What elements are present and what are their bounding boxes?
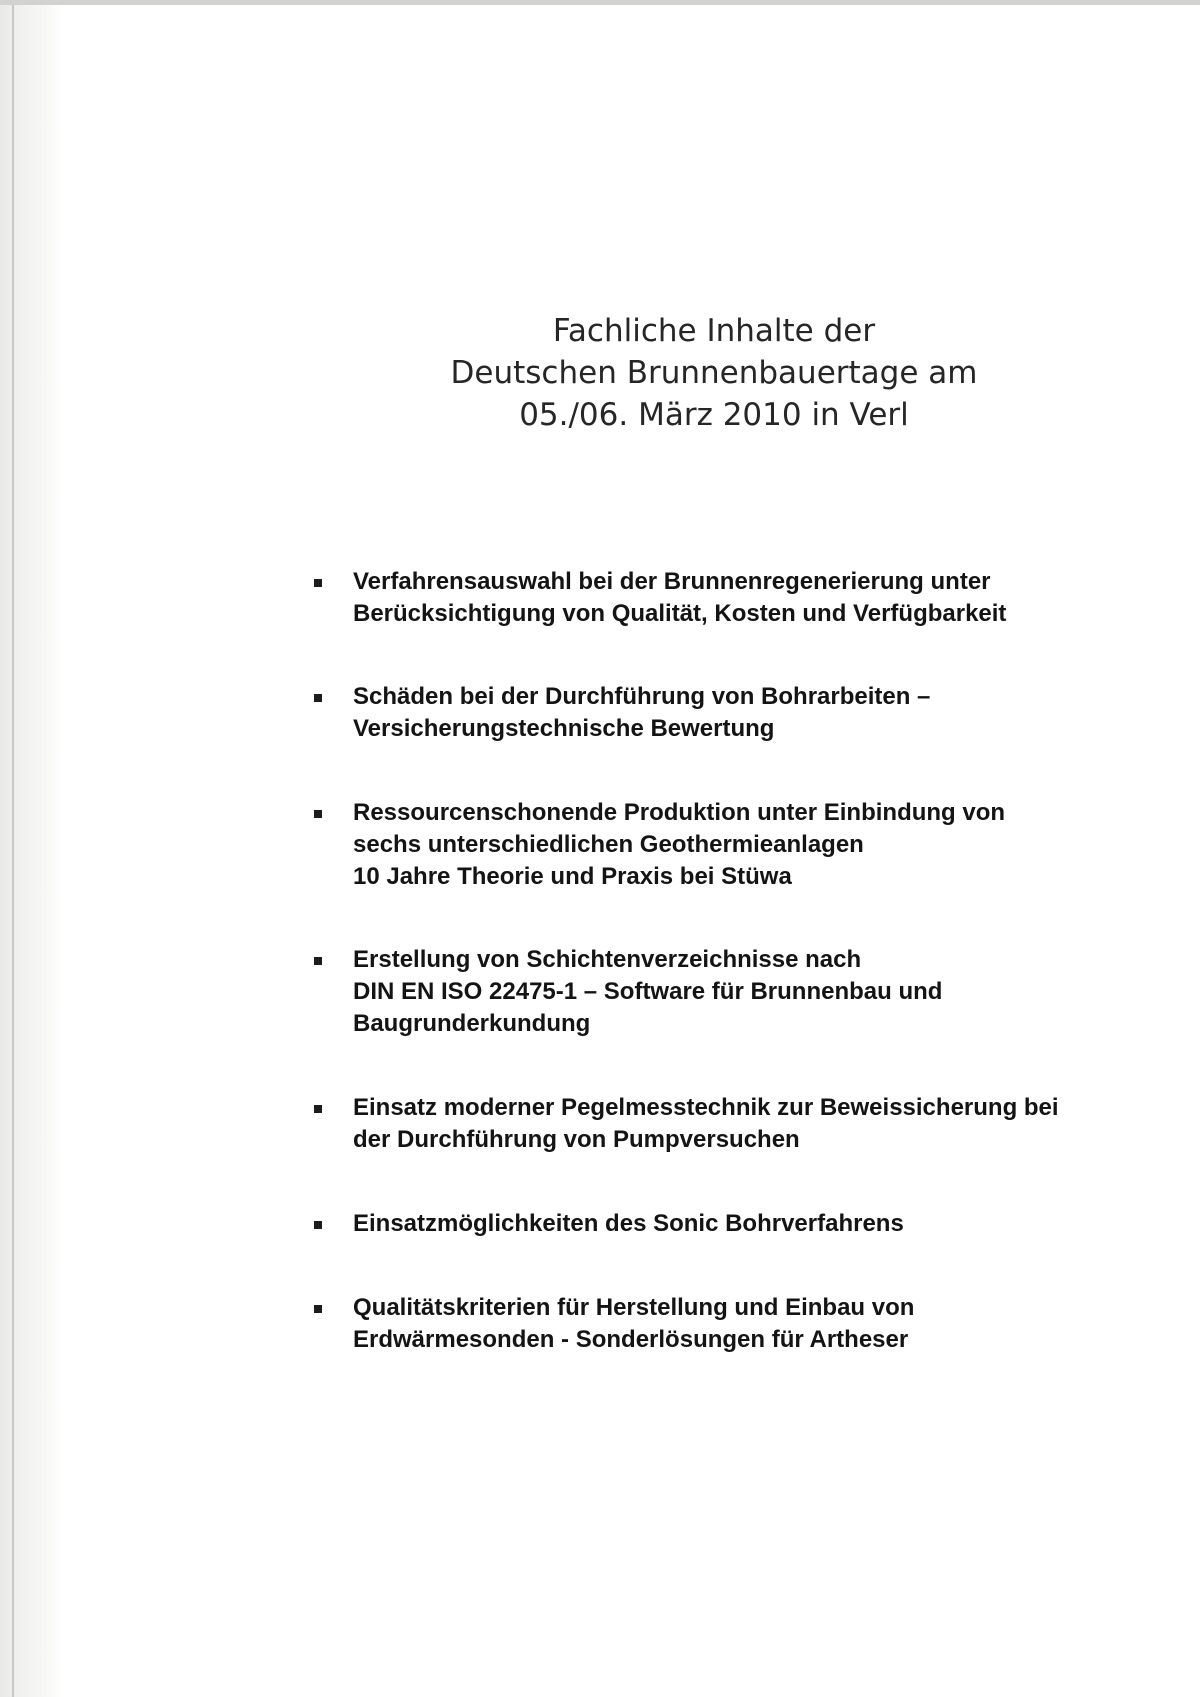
square-bullet-icon bbox=[314, 1221, 322, 1229]
title-line: Deutschen Brunnenbauertage am bbox=[450, 355, 978, 391]
square-bullet-icon bbox=[314, 694, 322, 702]
topic-line: sechs unterschiedlichen Geothermieanlagen bbox=[353, 831, 864, 858]
topic-line: Schäden bei der Durchführung von Bohrarbeiten – bbox=[353, 683, 931, 710]
topic-line: Berücksichtigung von Qualität, Kosten und Verfügbarkeit bbox=[353, 600, 1007, 627]
topic-line: Erstellung von Schichtenverzeichnisse nach bbox=[353, 946, 862, 973]
topic-text bbox=[353, 797, 1133, 893]
square-bullet-icon bbox=[314, 1305, 322, 1313]
topic-line: Qualitätskriterien für Herstellung und Einbau von bbox=[353, 1294, 915, 1321]
topic-text bbox=[353, 1092, 1133, 1156]
square-bullet-icon bbox=[314, 957, 322, 965]
title-line: Fachliche Inhalte der bbox=[552, 313, 876, 349]
topic-line: DIN EN ISO 22475-1 – Software für Brunnenbau und bbox=[353, 978, 943, 1005]
topic-line: Einsatz moderner Pegelmesstechnik zur Beweissicherung bei bbox=[353, 1094, 1059, 1121]
topic-line: Baugrunderkundung bbox=[353, 1010, 591, 1037]
topic-line: der Durchführung von Pumpversuchen bbox=[353, 1126, 800, 1153]
topic-line: Verfahrensauswahl bei der Brunnenregenerierung unter bbox=[353, 568, 991, 595]
square-bullet-icon bbox=[314, 579, 322, 587]
square-bullet-icon bbox=[314, 810, 322, 818]
topic-text bbox=[353, 944, 1133, 1040]
topic-line: Ressourcenschonende Produktion unter Einbindung von bbox=[353, 799, 1006, 826]
topic-text bbox=[353, 681, 1133, 745]
topic-line: Versicherungstechnische Bewertung bbox=[353, 715, 775, 742]
topic-line: Einsatzmöglichkeiten des Sonic Bohrverfahrens bbox=[353, 1210, 904, 1237]
topic-text bbox=[353, 566, 1133, 630]
square-bullet-icon bbox=[314, 1105, 322, 1113]
title-line: 05./06. März 2010 in Verl bbox=[519, 397, 909, 433]
topic-line: Erdwärmesonden - Sonderlösungen für Artheser bbox=[353, 1326, 909, 1353]
topic-line: 10 Jahre Theorie und Praxis bei Stüwa bbox=[353, 863, 792, 890]
topic-text bbox=[353, 1208, 1133, 1240]
topic-text bbox=[353, 1292, 1133, 1356]
